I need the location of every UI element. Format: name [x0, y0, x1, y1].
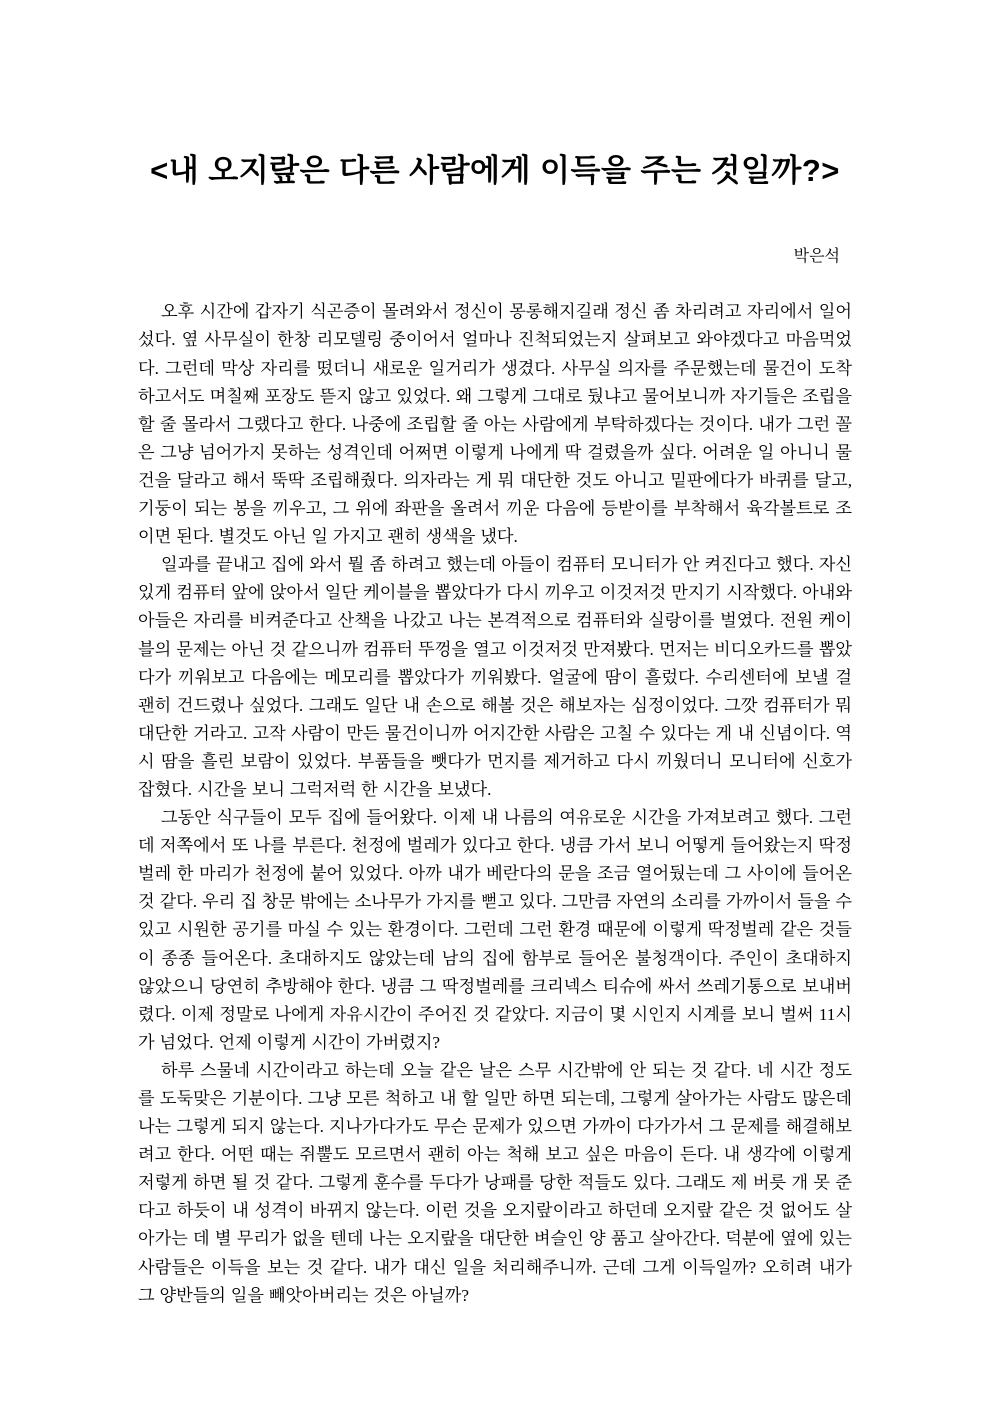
author-byline: 박은석: [793, 248, 840, 266]
body-paragraph: 일과를 끝내고 집에 와서 뭘 좀 하려고 했는데 아들이 컴퓨터 모니터가 안 켜진다고 했다. 자신 있게 컴퓨터 앞에 앉아서 일단 케이블을 뽑았다가 다시 끼우고 이것저것 만지기 시작했다. 아내와 아들은 자리를 비켜준다고 산책을 나갔고 나는 본격적으로 컴퓨터와 실랑이를 벌였다. 전원 케이블의 문제는 아닌 것 같으니까 컴퓨터 뚜껑을 열고 이것저것 만져봤다. 먼저는 비디오카드를 뽑았다가 끼워보고 다음에는 메모리를 뽑았다가 끼워봤다. 얼굴에 땀이 흘렀다. 수리센터에 보낼 걸 괜히 건드렸나 싶었다. 그래도 일단 내 손으로 해볼 것은 해보자는 심정이었다. 그깟 컴퓨터가 뭐 대단한 거라고. 고작 사람이 만든 물건이니까 어지간한 사람은 고칠 수 있다는 게 내 신념이다. 역시 땀을 흘린 보람이 있었다. 부품들을 뺏다가 먼지를 제거하고 다시 끼웠더니 모니터에 신호가 잡혔다. 시간을 보니 그럭저럭 한 시간을 보냈다.: [138, 555, 852, 799]
body-paragraph: 그동안 식구들이 모두 집에 들어왔다. 이제 내 나름의 여유로운 시간을 가져보려고 했다. 그런데 저쪽에서 또 나를 부른다. 천정에 벌레가 있다고 한다. 냉큼 가서 보니 어떻게 들어왔는지 딱정벌레 한 마리가 천정에 붙어 있었다. 아까 내가 베란다의 문을 조금 열어뒀는데 그 사이에 들어온 것 같다. 우리 집 창문 밖에는 소나무가 가지를 뻗고 있다. 그만큼 자연의 소리를 가까이서 들을 수 있고 시원한 공기를 마실 수 있는 환경이다. 그런데 그런 환경 때문에 이렇게 딱정벌레 같은 것들이 종종 들어온다. 초대하지도 않았는데 남의 집에 함부로 들어온 불청객이다. 주인이 초대하지 않았으니 당연히 추방해야 한다. 냉큼 그 딱정벌레를 크리넥스 티슈에 싸서 쓰레기통으로 보내버렸다. 이제 정말로 나에게 자유시간이 주어진 것 같았다. 지금이 몇 시인지 시계를 보니 벌써 11시가 넘었다. 언제 이렇게 시간이 가버렸지?: [138, 808, 852, 1052]
document-content-column: [138, 0, 852, 1310]
body-paragraph: 오후 시간에 갑자기 식곤증이 몰려와서 정신이 몽롱해지길래 정신 좀 차리려고 자리에서 일어섰다. 옆 사무실이 한창 리모델링 중이어서 얼마나 진척되었는지 살펴보고 와야겠다고 마음먹었다. 그런데 막상 자리를 떴더니 새로운 일거리가 생겼다. 사무실 의자를 주문했는데 물건이 도착하고서도 며칠째 포장도 뜯지 않고 있었다. 왜 그렇게 그대로 뒀냐고 물어보니까 자기들은 조립을 할 줄 몰라서 그랬다고 한다. 나중에 조립할 줄 아는 사람에게 부탁하겠다는 것이다. 내가 그런 꼴은 그냥 넘어가지 못하는 성격인데 어쩌면 이렇게 나에게 딱 걸렸을까 싶다. 어려운 일 아니니 물건을 달라고 해서 뚝딱 조립해줬다. 의자라는 게 뭐 대단한 것도 아니고 밑판에다가 바퀴를 달고, 기둥이 되는 봉을 끼우고, 그 위에 좌판을 올려서 끼운 다음에 등받이를 부착해서 육각볼트로 조이면 된다. 별것도 아닌 일 가지고 괜히 생색을 냈다.: [138, 302, 852, 547]
body-paragraph: 하루 스물네 시간이라고 하는데 오늘 같은 날은 스무 시간밖에 안 되는 것 같다. 네 시간 정도를 도둑맞은 기분이다. 그냥 모른 척하고 내 할 일만 하면 되는데, 그렇게 살아가는 사람도 많은데 나는 그렇게 되지 않는다. 지나가다가도 무슨 문제가 있으면 가까이 다가가서 그 문제를 해결해보려고 한다. 어떤 때는 쥐뿔도 모르면서 괜히 아는 척해 보고 싶은 마음이 든다. 내 생각에 이렇게 저렇게 하면 될 것 같다. 그렇게 훈수를 두다가 낭패를 당한 적들도 있다. 그래도 제 버릇 개 못 준다고 하듯이 내 성격이 바뀌지 않는다. 이런 것을 오지랖이라고 하던데 오지랖 같은 것 없어도 살아가는 데 별 무리가 없을 텐데 나는 오지랖을 대단한 벼슬인 양 품고 살아간다. 덕분에 옆에 있는 사람들은 이득을 보는 것 같다. 내가 대신 일을 처리해주니까. 근데 그게 이득일까? 오히려 내가 그 양반들의 일을 빼앗아버리는 것은 아닐까?: [138, 1060, 853, 1305]
page-title: <내 오지랖은 다른 사람에게 이득을 주는 것일까?>: [150, 153, 840, 188]
article-body: [138, 266, 852, 1309]
